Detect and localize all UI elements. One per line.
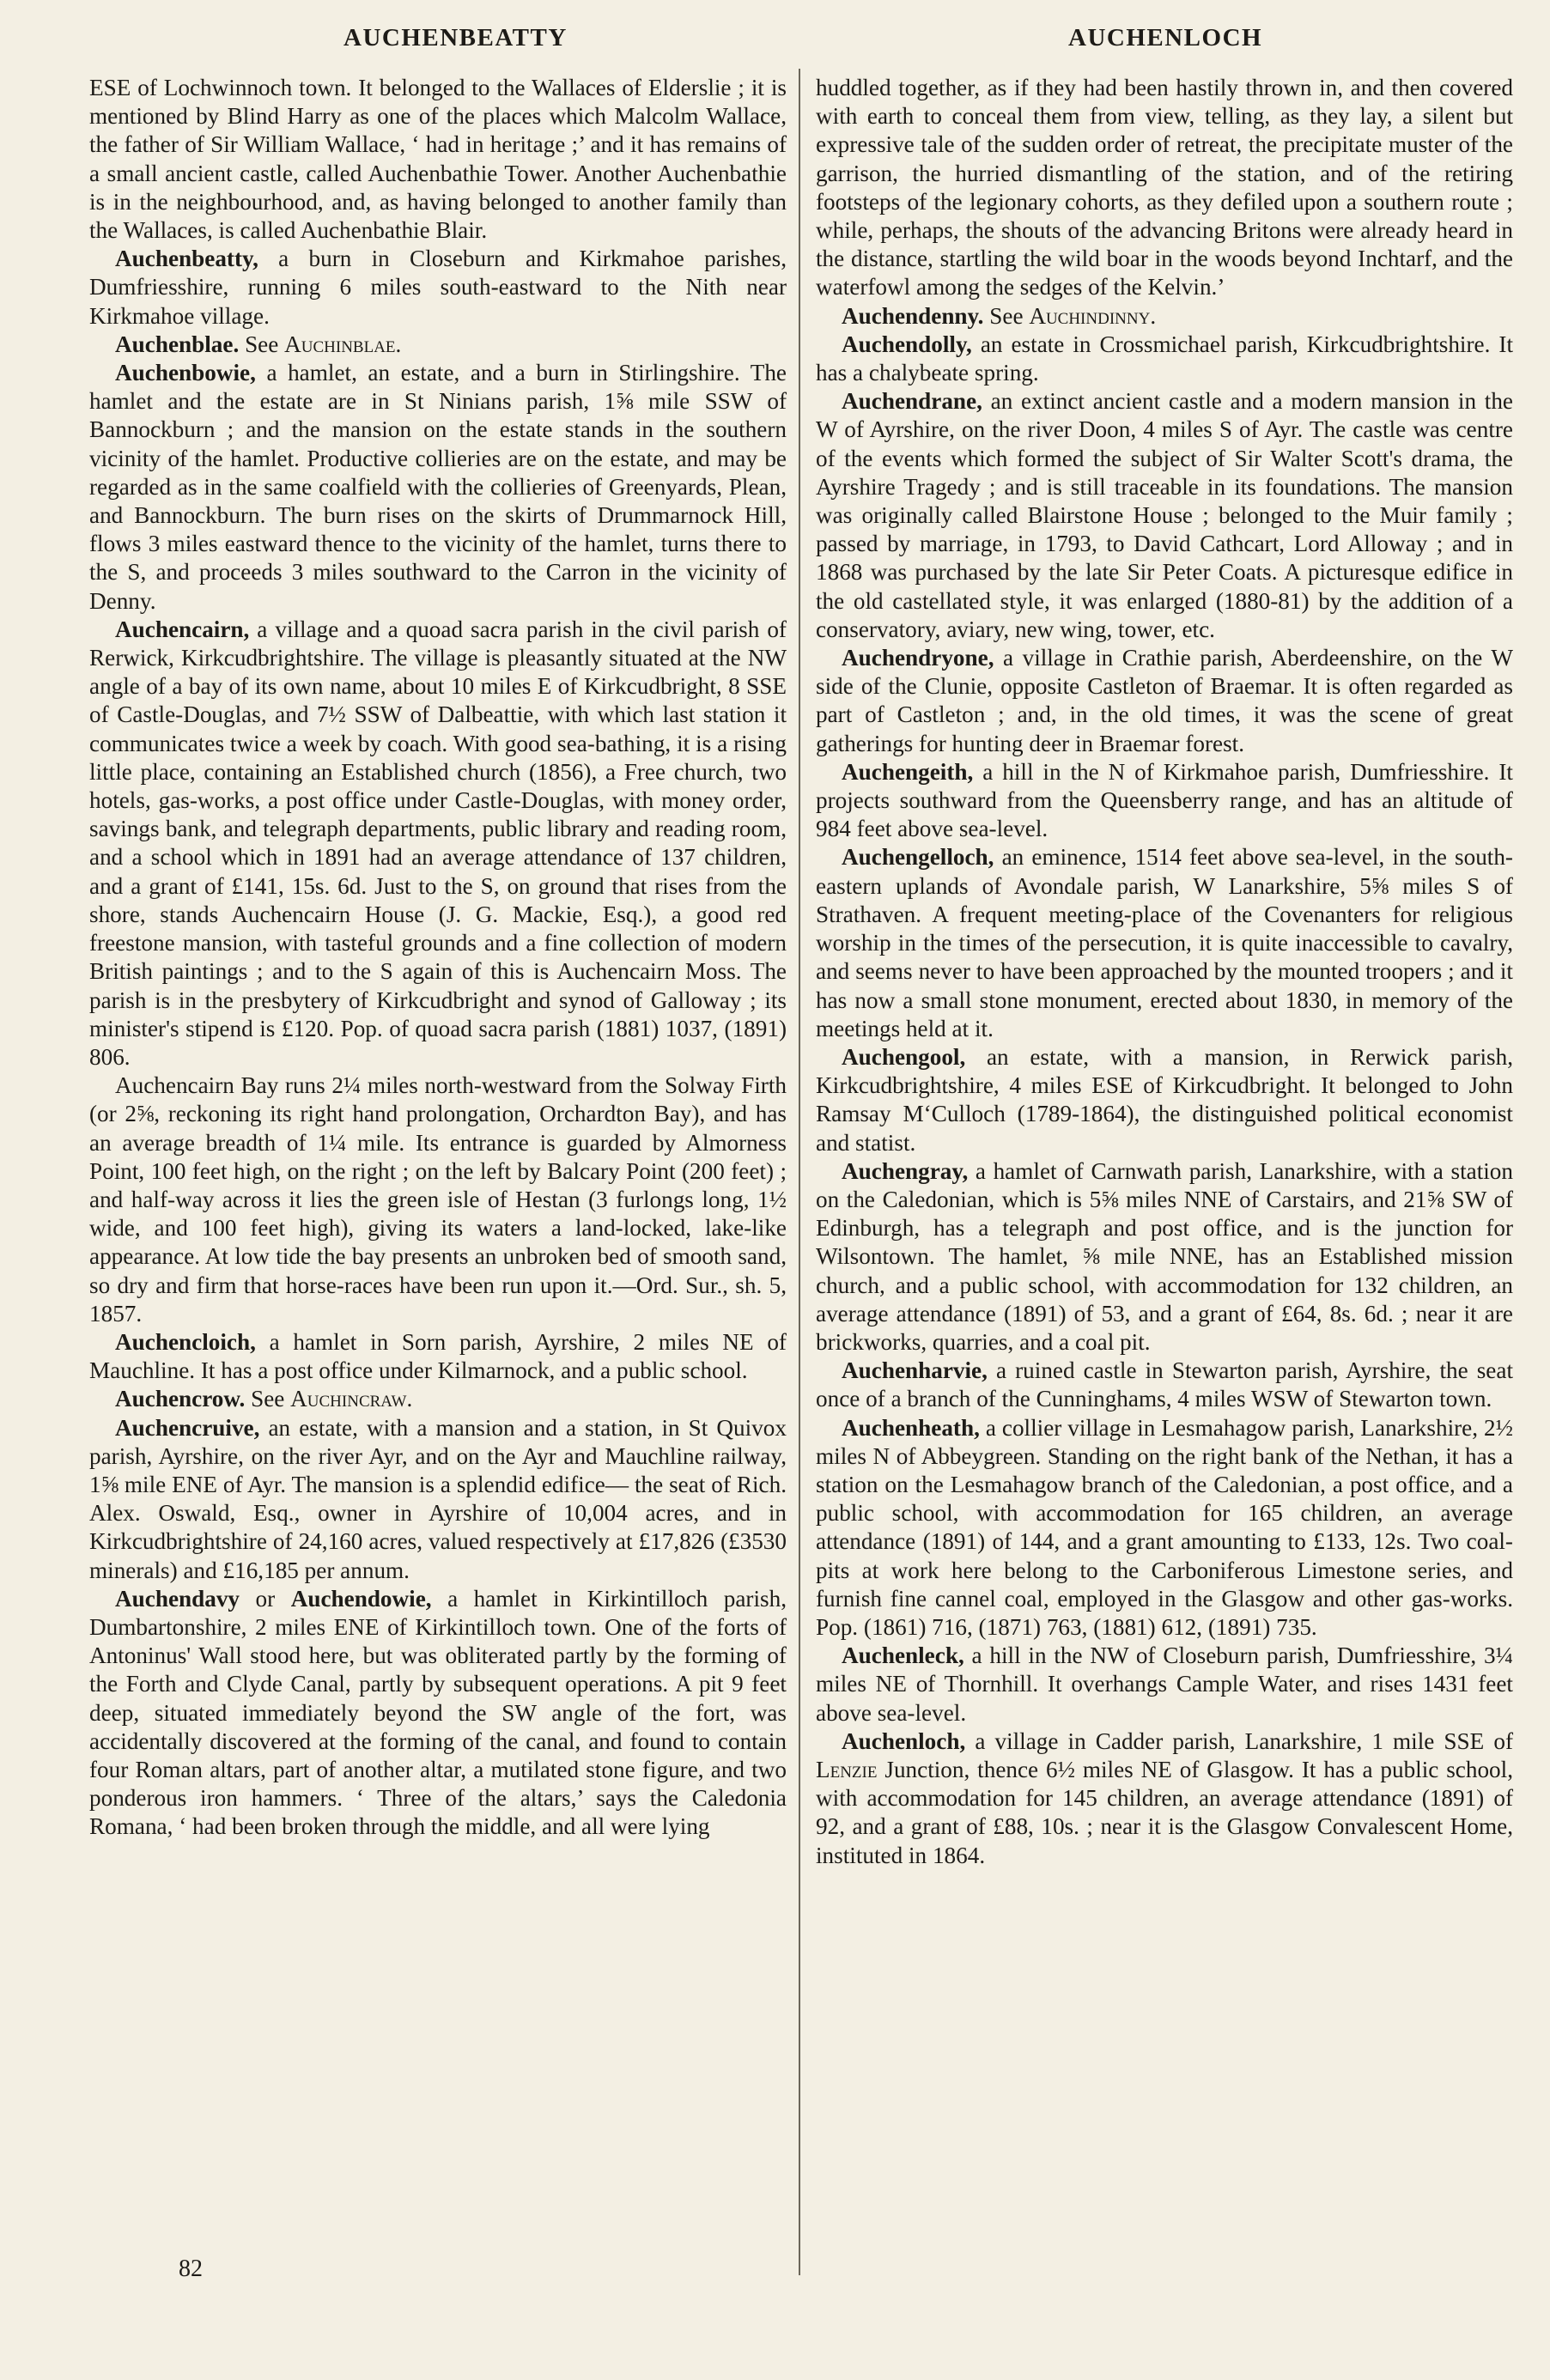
left-column bbox=[89, 74, 787, 1842]
entry-headword: Auchendavy bbox=[115, 1585, 240, 1612]
entry-headword: Auchenbowie, bbox=[115, 360, 256, 386]
gazetteer-entry bbox=[816, 1157, 1513, 1357]
gazetteer-entry bbox=[816, 302, 1513, 331]
column-rule bbox=[799, 69, 800, 2275]
gazetteer-entry bbox=[89, 1328, 787, 1385]
entry-text: a hamlet, an estate, and a burn in Stirlingshire. The hamlet and the estate are in St Ninians parish, 1⅝ mile SSW of Bannockburn ; and the mansion on the estate stands in the southern vicinity of the hamlet. Productive collieries are on the estate, and may be regarded as in the same coalfield with the collieries of Greenyards, Plean, and Bannockburn. The burn rises on the skirts of Drummarnock Hill, flows 3 miles eastward thence to the vicinity of the hamlet, turns there to the S, and proceeds 3 miles southward to the Carron in the vicinity of Denny. bbox=[89, 360, 787, 614]
entry-text: an estate, with a mansion and a station, in St Quivox parish, Ayrshire, on the river Ayr, and on the Ayr and Mauchline railway, 1⅝ mile ENE of Ayr. The mansion is a splendid edifice— the seat of Rich. Alex. Oswald, Esq., owner in Ayrshire of 10,004 acres, and in Kirkcudbrightshire of 24,160 acres, valued respectively at £17,826 (£3530 minerals) and £16,185 per annum. bbox=[89, 1414, 787, 1583]
gazetteer-entry bbox=[816, 758, 1513, 844]
continued-paragraph bbox=[816, 74, 1513, 302]
gazetteer-entry bbox=[816, 1642, 1513, 1727]
entry-headword: Auchenheath, bbox=[842, 1414, 980, 1441]
cross-reference: Lenzie bbox=[816, 1756, 878, 1782]
gazetteer-entry bbox=[89, 331, 787, 359]
entry-headword: Auchencloich, bbox=[115, 1328, 256, 1355]
entry-text: See bbox=[245, 1386, 291, 1412]
entry-text-tail: a hamlet in Kirkintilloch parish, Dumbartonshire, 2 miles ENE of Kirkintilloch town. One of the forts of Antoninus' Wall stood here, but was obliterated partly by the forming of the Forth and Clyde Canal, partly by subsequent operations. A pit 9 feet deep, situated immediately beyond the SW angle of the fort, was accidentally discovered at the forming of the canal, and found to contain four Roman altars, part of another altar, a mutilated stone figure, and two ponderous iron hammers. ‘ Three of the altars,’ says the Caledonia Romana, ‘ had been broken through the middle, and all were lying bbox=[89, 1585, 787, 1840]
entry-headword: Auchenleck, bbox=[842, 1642, 964, 1669]
gazetteer-entry bbox=[816, 387, 1513, 644]
entry-headword: Auchendrane, bbox=[842, 388, 982, 415]
gazetteer-entry bbox=[816, 1727, 1513, 1870]
gazetteer-entry bbox=[816, 644, 1513, 758]
gazetteer-entry bbox=[816, 843, 1513, 1042]
running-head-left: AUCHENBEATTY bbox=[343, 24, 568, 52]
entry-headword: Auchencrow. bbox=[115, 1386, 246, 1412]
entry-text-tail: Junction, thence 6½ miles NE of Glasgow. It has a public school, with accommodation for 145 children, an average attendance (1891) of 92, and a grant of £88, 10s. ; near it is the Glasgow Convalescent Home, instituted in 1864. bbox=[816, 1756, 1513, 1868]
gazetteer-entry bbox=[816, 1043, 1513, 1157]
entry-text: an estate in Crossmichael parish, Kirkcudbrightshire. It has a chalybeate spring. bbox=[816, 331, 1513, 386]
entry-text: an eminence, 1514 feet above sea-level, in the south-eastern uplands of Avondale parish, W Lanarkshire, 5⅝ miles S of Strathaven. A frequent meeting-place of the Covenanters for religious worship in the times of the persecution, it is quite inaccessible to cavalry, and seems never to have been approached by the mounted troopers ; and it has now a small stone monument, erected about 1830, in memory of the meetings held at it. bbox=[816, 844, 1513, 1041]
entry-text: a hill in the N of Kirkmahoe parish, Dumfriesshire. It projects southward from the Queensberry range, and has an altitude of 984 feet above sea-level. bbox=[816, 758, 1513, 842]
entry-text: a collier village in Lesmahagow parish, Lanarkshire, 2½ miles N of Abbeygreen. Standing on the right bank of the Nethan, it has a station on the Lesmahagow branch of the Caledonian, a post office, and a public school, with accommodation for 165 children, an average attendance (1891) of 144, and a grant amounting to £133, 12s. Two coal-pits at work here belong to the Carboniferous Limestone series, and furnish fine cannel coal, employed in the Glasgow and other gas-works. Pop. (1861) 716, (1871) 763, (1881) 612, (1891) 735. bbox=[816, 1414, 1513, 1640]
entry-text: See bbox=[239, 331, 285, 357]
entry-text: a hamlet in Sorn parish, Ayrshire, 2 miles NE of Mauchline. It has a post office under Kilmarnock, and a public school. bbox=[89, 1328, 787, 1384]
entry-text: a village in Crathie parish, Aberdeenshire, on the W side of the Clunie, opposite Castleton of Braemar. It is often regarded as part of Castleton ; and, in the old times, it was the scene of great gatherings for hunting deer in Braemar forest. bbox=[816, 645, 1513, 756]
entry-text-tail: . bbox=[1150, 302, 1157, 329]
entry-headword: Auchengeith, bbox=[842, 758, 974, 785]
continued-paragraph bbox=[89, 74, 787, 245]
entry-headword: Auchencairn, bbox=[115, 616, 250, 642]
gazetteer-entry bbox=[89, 359, 787, 616]
entry-text-tail: . bbox=[406, 1386, 413, 1412]
entry-headword-alt: Auchendowie, bbox=[290, 1585, 432, 1612]
entry-text: an estate, with a mansion, in Rerwick parish, Kirkcudbrightshire, 4 miles ESE of Kirkcudbright. It belonged to John Ramsay M‘Culloch (1789-1864), the distinguished political economist and statist. bbox=[816, 1043, 1513, 1156]
entry-text: Auchencairn Bay runs 2¼ miles north-westward from the Solway Firth (or 2⅝, reckoning its right hand prolongation, Orchardton Bay), and has an average breadth of 1¼ mile. Its entrance is guarded by Almorness Point, 100 feet high, on the right ; on the left by Balcary Point (200 feet) ; and half-way across it lies the green isle of Hestan (3 furlongs long, 1½ wide, and 100 feet high), giving its waters a land-locked, lake-like appearance. At low tide the bay presents an unbroken bed of smooth sand, so dry and firm that horse-races have been run upon it.—Ord. Sur., sh. 5, 1857. bbox=[89, 1072, 787, 1327]
cross-reference: Auchinblae bbox=[284, 331, 396, 357]
entry-text: an extinct ancient castle and a modern mansion in the W of Ayrshire, on the river Doon, 4 miles S of Ayr. The castle was centre of the events which formed the subject of Sir Walter Scott's drama, the Ayrshire Tragedy ; and is still traceable in its foundations. The mansion was originally called Blairstone House ; belonged to the Muir family ; passed by marriage, in 1793, to David Cathcart, Lord Alloway ; and in 1868 was purchased by the late Sir Peter Coats. A picturesque edifice in the old castellated style, it was enlarged (1880-81) by the addition of a conservatory, aviary, new wing, tower, etc. bbox=[816, 388, 1513, 642]
gazetteer-entry bbox=[89, 1414, 787, 1585]
entry-text: ESE of Lochwinnoch town. It belonged to the Wallaces of Elderslie ; it is mentioned by Blind Harry as one of the places which Malcolm Wallace, the father of Sir William Wallace, ‘ had in heritage ;’ and it has remains of a small ancient castle, called Auchenbathie Tower. Another Auchenbathie is in the neighbourhood, and, as having belonged to another family than the Wallaces, is called Auchenbathie Blair. bbox=[89, 75, 787, 244]
gazetteer-entry bbox=[89, 1585, 787, 1842]
gazetteer-entry bbox=[816, 1414, 1513, 1642]
gazetteer-entry bbox=[89, 616, 787, 1072]
cross-reference: Auchindinny bbox=[1029, 302, 1151, 329]
entry-headword: Auchendryone, bbox=[842, 645, 994, 671]
page-number: 82 bbox=[179, 2256, 203, 2282]
entry-headword: Auchengray, bbox=[842, 1157, 969, 1184]
entry-text: a burn in Closeburn and Kirkmahoe parishes, Dumfriesshire, running 6 miles south-eastward to the Nith near Kirkmahoe village. bbox=[89, 246, 787, 329]
gazetteer-entry bbox=[816, 331, 1513, 387]
entry-headword: Auchenharvie, bbox=[842, 1357, 988, 1384]
entry-text: a hamlet of Carnwath parish, Lanarkshire, with a station on the Caledonian, which is 5⅝ miles NNE of Carstairs, and 21⅝ SW of Edinburgh, has a telegraph and post office, and is the junction for Wilsontown. The hamlet, ⅝ mile NNE, has an Established mission church, and a public school, with accommodation for 132 children, an average attendance (1891) of 53, and a grant of £64, 8s. 6d. ; near it are brickworks, quarries, and a coal pit. bbox=[816, 1157, 1513, 1355]
gazetteer-entry bbox=[89, 1385, 787, 1413]
paragraph bbox=[89, 1072, 787, 1328]
gazetteer-entry bbox=[89, 245, 787, 331]
running-head-right: AUCHENLOCH bbox=[1068, 24, 1263, 52]
entry-headword: Auchenbeatty, bbox=[115, 246, 258, 272]
entry-headword: Auchendolly, bbox=[842, 331, 972, 357]
entry-headword: Auchengool, bbox=[842, 1043, 966, 1070]
entry-text: a hill in the NW of Closeburn parish, Dumfriesshire, 3¼ miles NE of Thornhill. It overhangs Cample Water, and rises 1431 feet above sea-level. bbox=[816, 1642, 1513, 1726]
entry-headword: Auchencruive, bbox=[115, 1414, 260, 1441]
entry-text: a village in Cadder parish, Lanarkshire, 1 mile SSE of bbox=[965, 1727, 1513, 1754]
entry-headword: Auchengelloch, bbox=[842, 844, 994, 871]
entry-text: or bbox=[240, 1585, 291, 1612]
entry-text: huddled together, as if they had been hastily thrown in, and then covered with earth to conceal them from view, telling, as they lay, a silent but expressive tale of the sudden order of retreat, the precipitate muster of the garrison, the hurried dismantling of the station, and of the retiring footsteps of the legionary cohorts, as they defiled upon a southern route ; while, perhaps, the shouts of the advancing Britons were already heard in the distance, startling the wild boar in the woods beyond Inchtarf, and the waterfowl among the sedges of the Kelvin.’ bbox=[816, 75, 1513, 301]
entry-text-tail: . bbox=[395, 331, 402, 357]
entry-headword: Auchendenny. bbox=[842, 302, 984, 329]
entry-headword: Auchenblae. bbox=[115, 331, 240, 357]
entry-text: a ruined castle in Stewarton parish, Ayrshire, the seat once of a branch of the Cunninghams, 4 miles WSW of Stewarton town. bbox=[816, 1357, 1513, 1412]
right-column bbox=[816, 74, 1513, 1870]
entry-text: See bbox=[983, 302, 1030, 329]
gazetteer-entry bbox=[816, 1357, 1513, 1413]
entry-headword: Auchenloch, bbox=[842, 1727, 966, 1754]
entry-text: a village and a quoad sacra parish in the civil parish of Rerwick, Kirkcudbrightshire. The village is pleasantly situated at the NW angle of a bay of its own name, about 10 miles E of Kirkcudbright, 8 SSE of Castle-Douglas, and 7½ SSW of Dalbeattie, with which last station it communicates twice a week by coach. With good sea-bathing, it is a rising little place, containing an Established church (1856), a Free church, two hotels, gas-works, a post office under Castle-Douglas, with money order, savings bank, and telegraph departments, public library and reading room, and a school which in 1891 had an average attendance of 137 children, and a grant of £141, 15s. 6d. Just to the S, on ground that rises from the shore, stands Auchencairn House (J. G. Mackie, Esq.), a good red freestone mansion, with tasteful grounds and a fine collection of modern British paintings ; and to the S again of this is Auchencairn Moss. The parish is in the presbytery of Kirkcudbright and synod of Galloway ; its minister's stipend is £120. Pop. of quoad sacra parish (1881) 1037, (1891) 806. bbox=[89, 616, 787, 1070]
cross-reference: Auchincraw bbox=[290, 1386, 407, 1412]
